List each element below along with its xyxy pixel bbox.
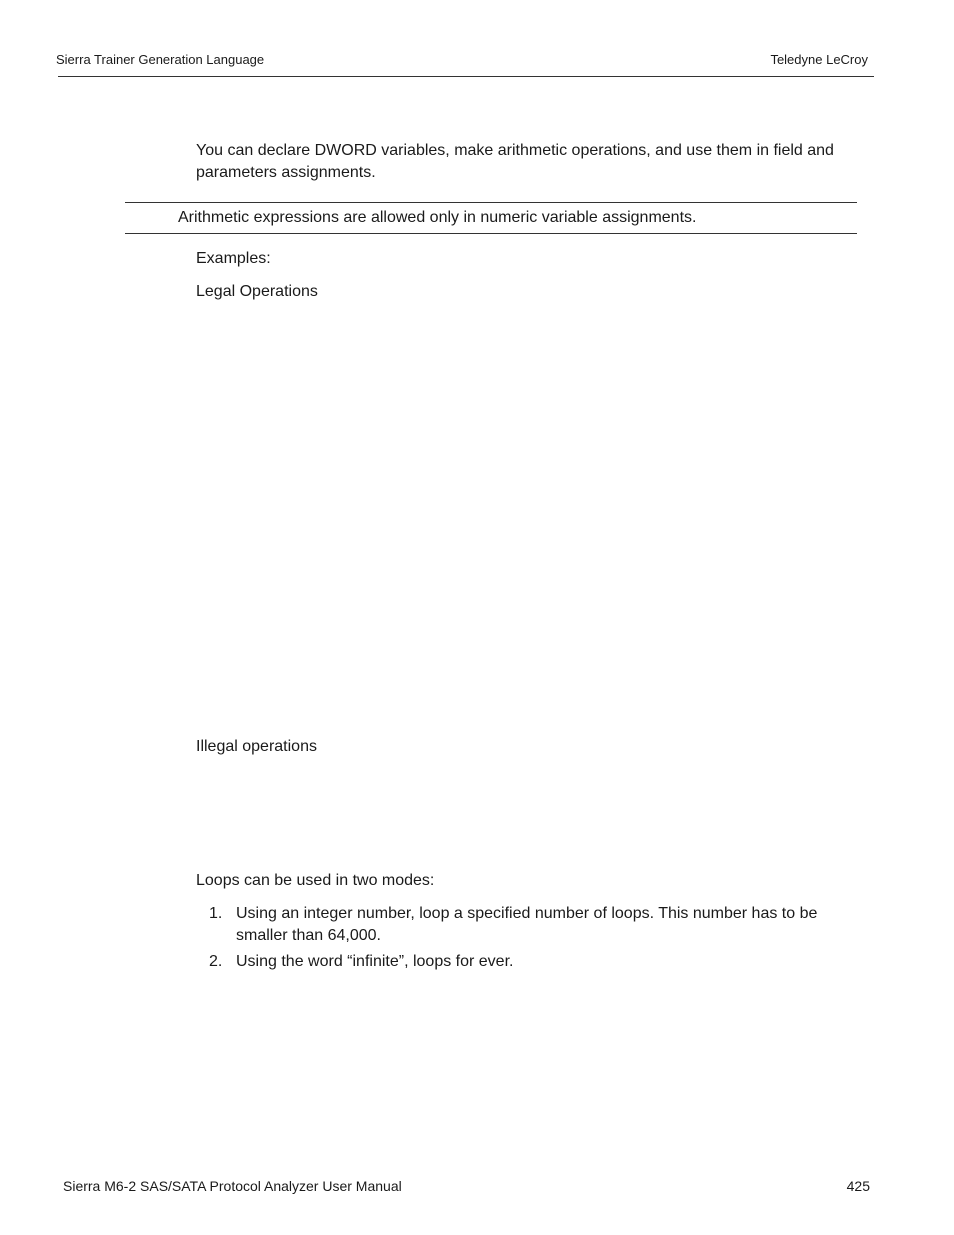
page-number: 425 (846, 1178, 870, 1194)
page-header (56, 50, 868, 72)
header-company-name: Teledyne LeCroy (770, 52, 868, 67)
header-divider (58, 76, 874, 77)
list-item-text: Using the word “infinite”, loops for ever. (236, 953, 514, 970)
page-footer (63, 1176, 870, 1198)
list-item-text: Using an integer number, loop a specified number of loops. This number has to be smaller than 64,000. (236, 905, 818, 944)
list-item-number: 2. (209, 953, 223, 970)
examples-label: Examples: (196, 250, 271, 267)
note-box (125, 202, 857, 234)
loops-intro: Loops can be used in two modes: (196, 872, 435, 889)
loop-modes-list (196, 903, 866, 977)
list-item (196, 951, 866, 973)
header-section-title: Sierra Trainer Generation Language (56, 52, 265, 67)
legal-operations-heading: Legal Operations (196, 283, 318, 300)
illegal-operations-heading: Illegal operations (196, 738, 317, 755)
note-text: Arithmetic expressions are allowed only in numeric variable assignments. (178, 209, 697, 226)
list-item-number: 1. (209, 905, 223, 922)
footer-manual-title: Sierra M6-2 SAS/SATA Protocol Analyzer User Manual (63, 1178, 402, 1194)
intro-paragraph: You can declare DWORD variables, make arithmetic operations, and use them in field and parameters assignments. (196, 142, 834, 181)
list-item (196, 903, 866, 947)
